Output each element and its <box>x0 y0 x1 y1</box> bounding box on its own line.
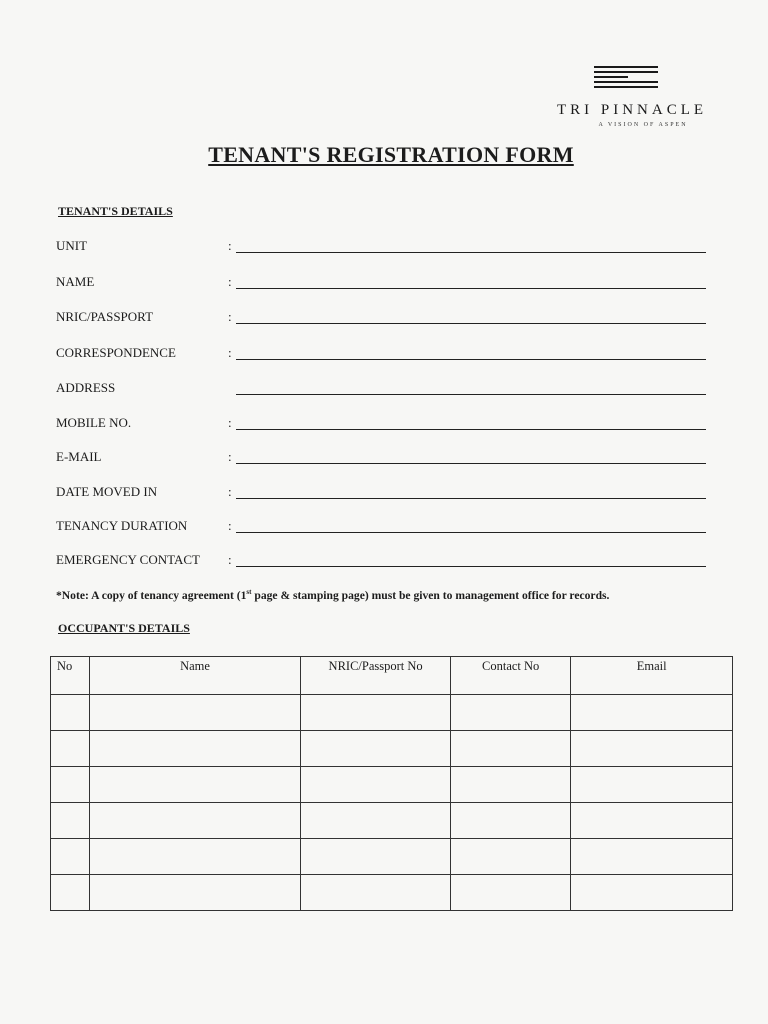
cell-name[interactable] <box>89 767 301 803</box>
cell-name[interactable] <box>89 695 301 731</box>
field-nric-passport <box>56 309 706 329</box>
table-row <box>51 731 733 767</box>
field-label: CORRESPONDENCE <box>56 345 176 360</box>
field-colon: : <box>228 345 232 360</box>
occupants-table-body <box>51 695 733 911</box>
column-header-contact: Contact No <box>450 657 570 695</box>
cell-no[interactable] <box>51 803 90 839</box>
field-colon: : <box>228 274 232 289</box>
field-emergency-contact <box>56 552 706 572</box>
field-label: NAME <box>56 274 95 289</box>
table-row <box>51 695 733 731</box>
field-email <box>56 449 706 469</box>
field-label: E-MAIL <box>56 449 102 464</box>
logo-tagline: A VISION OF ASPEN <box>598 122 688 128</box>
occupant-details-heading: OCCUPANT'S DETAILS <box>58 621 190 635</box>
correspondence-input-line[interactable] <box>236 359 706 360</box>
column-header-name: Name <box>89 657 301 695</box>
cell-contact[interactable] <box>450 803 570 839</box>
cell-nric[interactable] <box>301 803 451 839</box>
email-input-line[interactable] <box>236 463 706 464</box>
field-address <box>56 380 706 400</box>
cell-nric[interactable] <box>301 695 451 731</box>
cell-contact[interactable] <box>450 731 570 767</box>
field-label: DATE MOVED IN <box>56 484 158 499</box>
cell-contact[interactable] <box>450 875 570 911</box>
cell-email[interactable] <box>571 767 733 803</box>
cell-email[interactable] <box>571 803 733 839</box>
occupants-table <box>50 656 733 911</box>
cell-email[interactable] <box>571 731 733 767</box>
emergency-contact-input-line[interactable] <box>236 566 706 567</box>
note-superscript: st <box>246 588 252 596</box>
field-label: NRIC/PASSPORT <box>56 309 154 324</box>
cell-nric[interactable] <box>301 839 451 875</box>
field-label: EMERGENCY CONTACT <box>56 552 201 567</box>
field-label: ADDRESS <box>56 380 116 395</box>
name-input-line[interactable] <box>236 288 706 289</box>
cell-contact[interactable] <box>450 767 570 803</box>
tri-pinnacle-logo <box>542 66 722 130</box>
column-header-nric: NRIC/Passport No <box>301 657 451 695</box>
tenancy-agreement-note <box>56 588 756 602</box>
field-colon: : <box>228 484 232 499</box>
table-row <box>51 767 733 803</box>
address-input-line[interactable] <box>236 394 706 395</box>
cell-name[interactable] <box>89 731 301 767</box>
cell-no[interactable] <box>51 767 90 803</box>
field-colon: : <box>228 309 232 324</box>
tenant-details-heading: TENANT'S DETAILS <box>58 204 173 218</box>
cell-contact[interactable] <box>450 839 570 875</box>
field-unit <box>56 238 706 258</box>
column-header-no: No <box>51 657 90 695</box>
date-moved-in-input-line[interactable] <box>236 498 706 499</box>
field-label: TENANCY DURATION <box>56 518 188 533</box>
field-colon: : <box>228 449 232 464</box>
cell-email[interactable] <box>571 875 733 911</box>
field-correspondence <box>56 345 706 365</box>
cell-no[interactable] <box>51 731 90 767</box>
cell-no[interactable] <box>51 839 90 875</box>
cell-contact[interactable] <box>450 695 570 731</box>
cell-name[interactable] <box>89 803 301 839</box>
field-label: UNIT <box>56 238 88 253</box>
cell-nric[interactable] <box>301 875 451 911</box>
logo-brand-name: TRI PINNACLE <box>556 102 708 118</box>
table-row <box>51 839 733 875</box>
table-row <box>51 875 733 911</box>
field-mobile-no <box>56 415 706 435</box>
cell-email[interactable] <box>571 839 733 875</box>
field-tenancy-duration <box>56 518 706 538</box>
field-colon: : <box>228 238 232 253</box>
unit-input-line[interactable] <box>236 252 706 253</box>
field-name <box>56 274 706 294</box>
cell-nric[interactable] <box>301 731 451 767</box>
cell-no[interactable] <box>51 695 90 731</box>
tenancy-duration-input-line[interactable] <box>236 532 706 533</box>
mobile-input-line[interactable] <box>236 429 706 430</box>
cell-email[interactable] <box>571 695 733 731</box>
form-title: TENANT'S REGISTRATION FORM <box>208 142 574 167</box>
column-header-email: Email <box>571 657 733 695</box>
flag-stripes-icon <box>594 66 658 94</box>
table-header-row <box>51 657 733 695</box>
cell-no[interactable] <box>51 875 90 911</box>
note-text-start: *Note: A copy of tenancy agreement (1 <box>56 588 247 602</box>
note-text-end: page & stamping page) must be given to management office for records. <box>251 588 610 602</box>
nric-input-line[interactable] <box>236 323 706 324</box>
field-date-moved-in <box>56 484 706 504</box>
cell-nric[interactable] <box>301 767 451 803</box>
field-colon: : <box>228 415 232 430</box>
field-colon: : <box>228 518 232 533</box>
cell-name[interactable] <box>89 839 301 875</box>
field-label: MOBILE NO. <box>56 415 132 430</box>
field-colon: : <box>228 552 232 567</box>
table-row <box>51 803 733 839</box>
cell-name[interactable] <box>89 875 301 911</box>
